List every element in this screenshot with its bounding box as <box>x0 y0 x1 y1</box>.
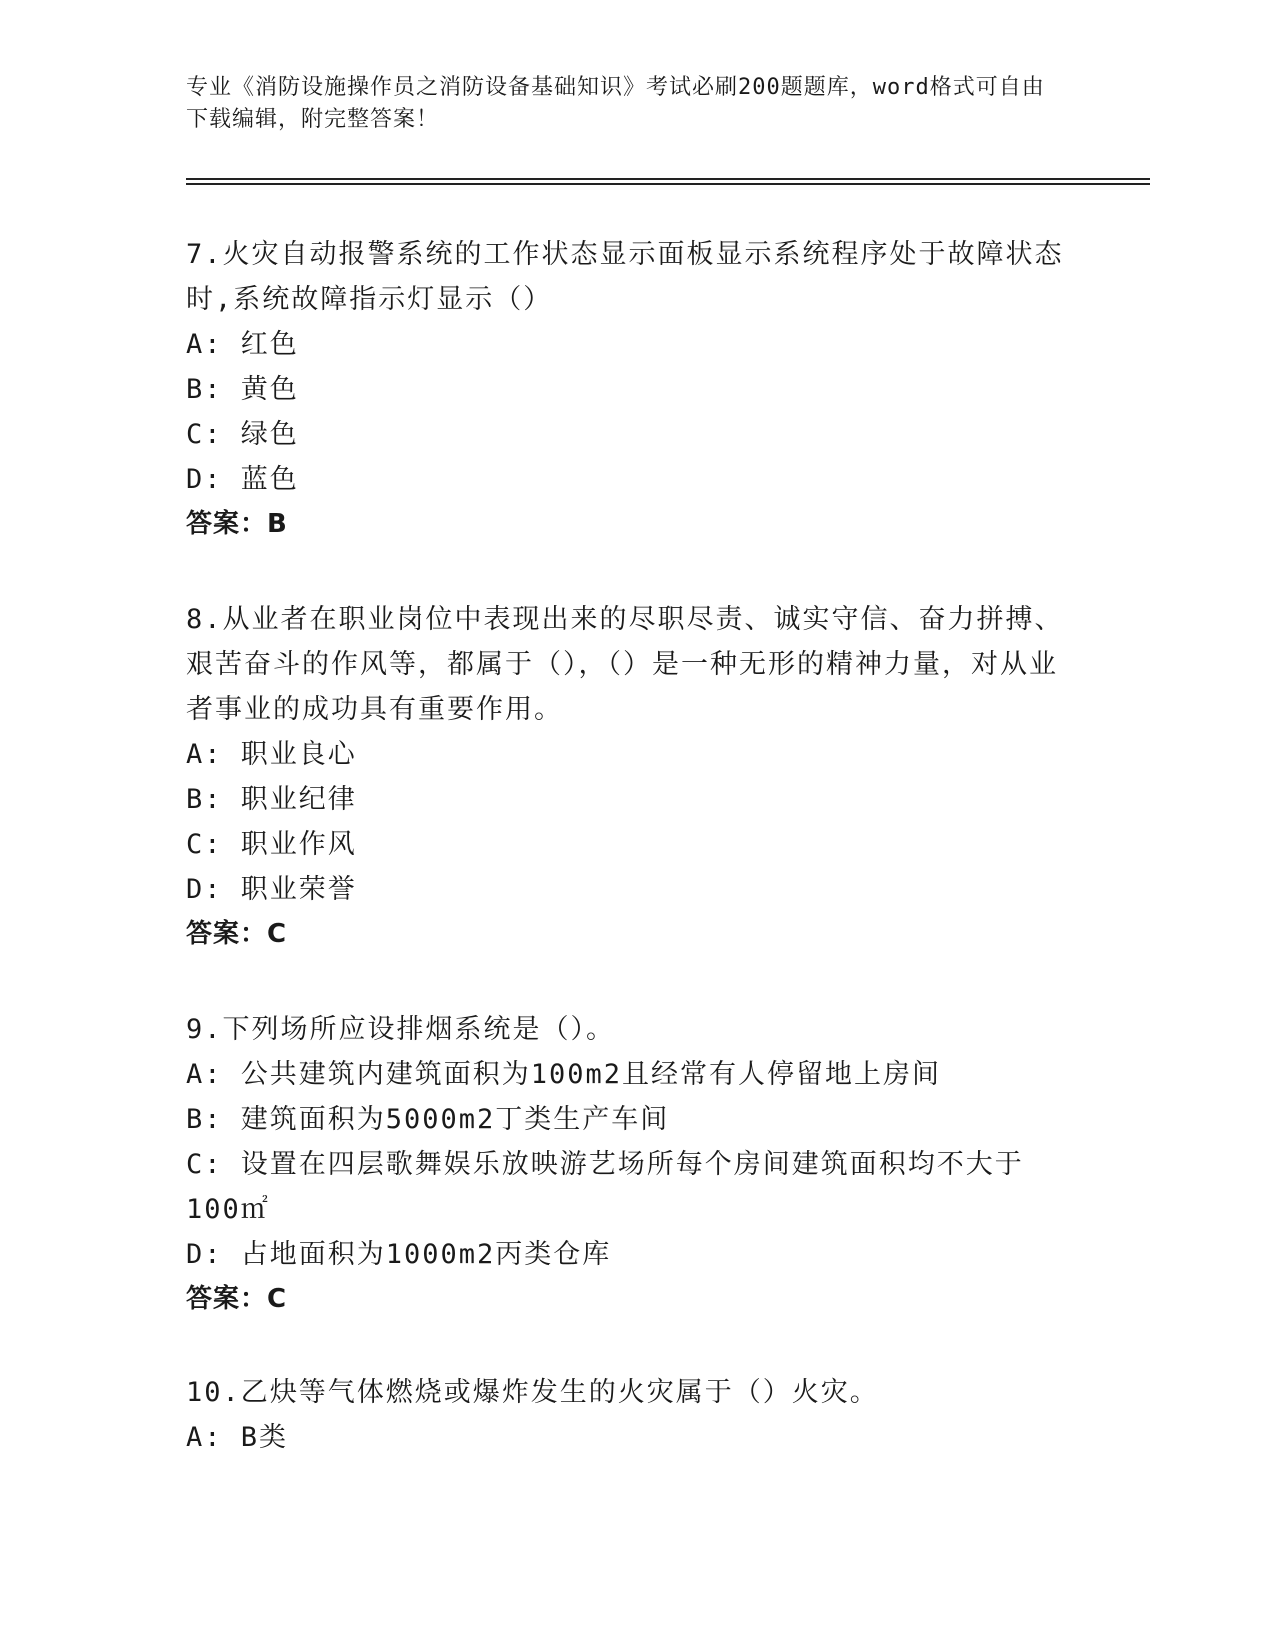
option-a: A: B类 <box>186 1422 289 1453</box>
question-7 <box>186 232 1066 547</box>
option-d: D: 职业荣誉 <box>186 874 357 905</box>
question-stem: 8.从业者在职业岗位中表现出来的尽职尽责、诚实守信、奋力拼搏、艰苦奋斗的作风等，都属于（），（）是一种无形的精神力量，对从业者事业的成功具有重要作用。 <box>186 604 1064 725</box>
option-a: A: 红色 <box>186 329 299 360</box>
header-divider-top <box>186 178 1150 180</box>
answer: 答案：B <box>186 509 288 539</box>
answer: 答案：C <box>186 919 288 949</box>
question-stem: 9.下列场所应设排烟系统是（）。 <box>186 1014 616 1045</box>
question-8 <box>186 597 1066 957</box>
answer: 答案：C <box>186 1284 288 1314</box>
document-header: 专业《消防设施操作员之消防设备基础知识》考试必刷200题题库，word格式可自由下载编辑，附完整答案！ <box>186 75 1045 132</box>
option-c: C: 设置在四层歌舞娱乐放映游艺场所每个房间建筑面积均不大于100㎡ <box>186 1149 1024 1225</box>
option-c: C: 职业作风 <box>186 829 357 860</box>
option-b: B: 黄色 <box>186 374 299 405</box>
header-divider-bottom <box>186 183 1150 185</box>
option-b: B: 建筑面积为5000m2丁类生产车间 <box>186 1104 670 1135</box>
option-a: A: 职业良心 <box>186 739 357 770</box>
question-stem: 7.火灾自动报警系统的工作状态显示面板显示系统程序处于故障状态时,系统故障指示灯显示（） <box>186 239 1064 315</box>
option-d: D: 蓝色 <box>186 464 299 495</box>
option-d: D: 占地面积为1000m2丙类仓库 <box>186 1239 612 1270</box>
question-9 <box>186 1007 1066 1322</box>
option-c: C: 绿色 <box>186 419 299 450</box>
option-b: B: 职业纪律 <box>186 784 357 815</box>
question-stem: 10.乙炔等气体燃烧或爆炸发生的火灾属于（）火灾。 <box>186 1377 879 1408</box>
question-10 <box>186 1370 1066 1460</box>
option-a: A: 公共建筑内建筑面积为100m2且经常有人停留地上房间 <box>186 1059 942 1090</box>
